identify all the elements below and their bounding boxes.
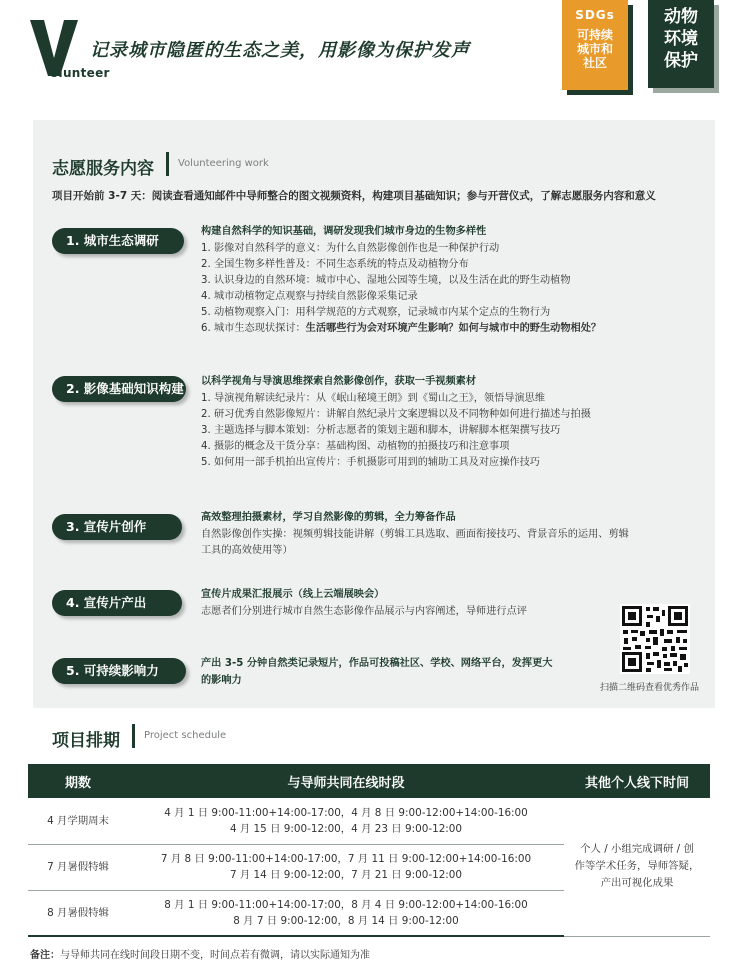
sdg-badge xyxy=(562,0,628,90)
offline-time-cell xyxy=(564,798,710,936)
list-item: 4. 摄影的概念及干货分享：基础构图、动植物的拍摄技巧和注意事项 xyxy=(201,441,510,452)
online-time-cell xyxy=(128,798,564,844)
list-item: 工具的高效使用等） xyxy=(201,545,293,556)
animal-badge-line: 动物 xyxy=(664,7,698,27)
list-item: 3. 主题选择与脚本策划：分析志愿者的策划主题和脚本，讲解脚本框架撰写技巧 xyxy=(201,425,561,436)
list-item: 的影响力 xyxy=(201,675,242,686)
qr-code-icon[interactable] xyxy=(620,604,690,674)
list-item: 1. 影像对自然科学的意义：为什么自然影像创作也是一种保护行动 xyxy=(201,243,500,254)
column-header: 其他个人线下时间 xyxy=(564,764,710,798)
time-line: 8 月 7 日 9:00-12:00，8 月 14 日 9:00-12:00 xyxy=(233,914,459,927)
footnote-text: 与导师共同在线时间段日期不变，时间点若有微调，请以实际通知为准 xyxy=(60,950,370,961)
list-item-prefix: 6. 城市生态现状探讨： xyxy=(201,323,306,334)
footnote xyxy=(30,946,370,961)
stage-pill-5: 5. 可持续影响力 xyxy=(52,658,186,684)
list-item: 4. 城市动植物定点观察与持续自然影像采集记录 xyxy=(201,291,418,302)
service-subtitle: Volunteering work xyxy=(178,158,269,169)
sdg-badge-line: 城市和 xyxy=(576,42,613,56)
slogan: 记录城市隐匿的生态之美，用影像为保护发声 xyxy=(90,40,470,61)
stage-pill-3: 3. 宣传片创作 xyxy=(52,514,182,540)
stage-heading: 宣传片成果汇报展示（线上云端展映会） xyxy=(201,589,385,600)
stage-content-1 xyxy=(201,224,691,337)
schedule-subtitle: Project schedule xyxy=(144,730,227,741)
schedule-title: 项目排期 xyxy=(52,731,120,751)
stage-heading: 构建自然科学的知识基础，调研发现我们城市身边的生物多样性 xyxy=(201,226,487,237)
stage-pill-2: 2. 影像基础知识构建 xyxy=(52,376,186,402)
animal-protection-badge xyxy=(648,0,714,88)
time-line: 7 月 14 日 9:00-12:00，7 月 21 日 9:00-12:00 xyxy=(229,869,463,881)
list-item: 自然影像创作实操：视频剪辑技能讲解（剪辑工具选取、画面衔接技巧、背景音乐的运用、剪辑 xyxy=(201,529,629,540)
title-divider xyxy=(132,724,135,748)
stage-heading: 产出 3-5 分钟自然类记录短片，作品可投稿社区、学校、网络平台，发挥更大 xyxy=(201,658,553,669)
table-header-row xyxy=(28,764,710,798)
qr-caption: 扫描二维码查看优秀作品 xyxy=(600,683,700,693)
footnote-label: 备注： xyxy=(30,950,60,961)
list-item: 5. 如何用一部手机拍出宣传片：手机摄影可用到的辅助工具及对应操作技巧 xyxy=(201,457,540,468)
list-item: 志愿者们分别进行城市自然生态影像作品展示与内容阐述，导师进行点评 xyxy=(201,606,527,617)
time-line: 4 月 1 日 9:00-11:00+14:00-17:00，4 月 8 日 9:00-12:00+14:00-16:00 xyxy=(164,806,528,819)
stage-heading: 高效整理拍摄素材，学习自然影像的剪辑，全力筹备作品 xyxy=(201,512,456,523)
sdg-badge-line: 社区 xyxy=(582,56,607,70)
list-item: 2. 研习优秀自然影像短片：讲解自然纪录片文案逻辑以及不同物种如何进行描述与拍摄 xyxy=(201,409,591,420)
stage-pill-4: 4. 宣传片产出 xyxy=(52,590,182,616)
list-item: 5. 动植物观察入门：用科学规范的方式观察，记录城市内某个定点的生物行为 xyxy=(201,307,551,318)
stage-content-4 xyxy=(201,587,691,620)
service-title: 志愿服务内容 xyxy=(52,159,154,179)
animal-badge-line: 环境 xyxy=(664,29,698,49)
list-item xyxy=(201,321,691,337)
time-line: 8 月 1 日 9:00-11:00+14:00-17:00，8 月 4 日 9:00-12:00+14:00-16:00 xyxy=(164,898,528,911)
sdg-badge-title: SDGs xyxy=(575,8,615,22)
offline-line: 个人 / 小组完成调研 / 创 xyxy=(580,843,694,856)
stage-pill-1: 1. 城市生态调研 xyxy=(52,228,184,254)
animal-badge-line: 保护 xyxy=(664,51,698,71)
list-item: 2. 全国生物多样性普及：不同生态系统的特点及动植物分布 xyxy=(201,259,469,270)
table-row xyxy=(28,798,710,844)
period-cell: 4 月学期周末 xyxy=(28,798,128,844)
list-item: 1. 导演视角解读纪录片：从《岷山秘境王朗》到《蜀山之王》，领悟导演思维 xyxy=(201,393,546,404)
schedule-table xyxy=(28,764,710,937)
online-time-cell xyxy=(128,844,564,890)
stage-content-3 xyxy=(201,510,691,559)
list-item: 3. 认识身边的自然环境：城市中心、湿地公园等生境，以及生活在此的野生动植物 xyxy=(201,275,571,286)
online-time-cell xyxy=(128,890,564,936)
column-header: 与导师共同在线时段 xyxy=(128,764,564,798)
time-line: 4 月 15 日 9:00-12:00，4 月 23 日 9:00-12:00 xyxy=(229,822,463,835)
sdg-badge-line: 可持续 xyxy=(576,28,613,42)
stage-content-2 xyxy=(201,374,691,471)
list-item-emphasis: 生活哪些行为会对环境产生影响？如何与城市中的野生动物相处？ xyxy=(305,323,602,334)
logo-wordmark: olunteer xyxy=(50,66,110,80)
title-divider xyxy=(166,152,169,176)
service-intro: 项目开始前 3-7 天：阅读查看通知邮件中导师整合的图文视频资料，构建项目基础知识；参与开营仪式，了解志愿服务内容和意义 xyxy=(52,190,656,202)
offline-line: 产出可视化成果 xyxy=(600,877,674,890)
time-line: 7 月 8 日 9:00-11:00+14:00-17:00，7 月 11 日 9:00-12:00+14:00-16:00 xyxy=(160,853,532,865)
period-cell: 8 月暑假特辑 xyxy=(28,890,128,936)
stage-heading: 以科学视角与导演思维探索自然影像创作，获取一手视频素材 xyxy=(201,376,477,387)
offline-line: 作等学术任务，导师答疑， xyxy=(574,860,700,873)
period-cell: 7 月暑假特辑 xyxy=(28,844,128,890)
column-header: 期数 xyxy=(28,764,128,798)
